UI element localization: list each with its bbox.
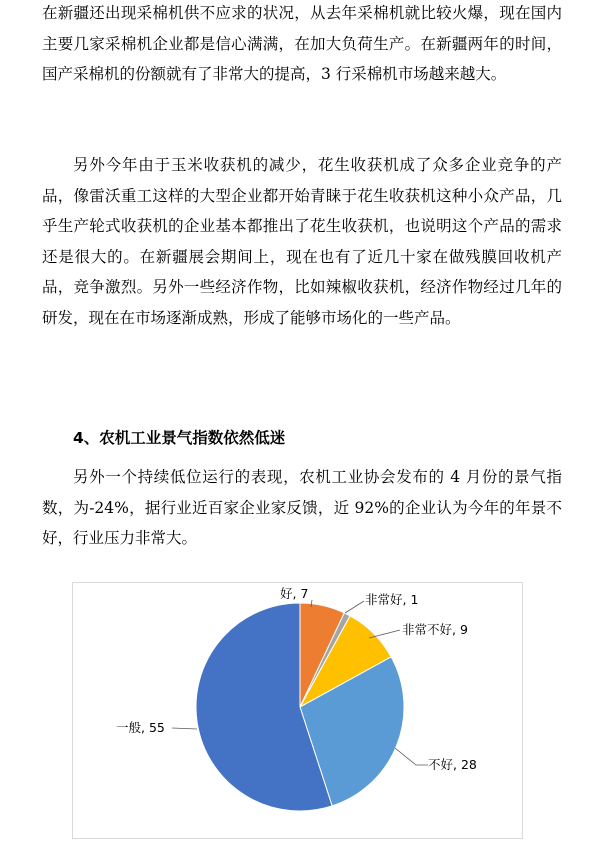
- section-heading: 4、农机工业景气指数依然低迷: [73, 429, 286, 447]
- leader-line-3: [395, 748, 428, 765]
- leader-line-4: [172, 728, 197, 729]
- leader-line-1: [345, 601, 364, 613]
- data-label-2: 非常不好, 9: [402, 622, 468, 637]
- paragraph-2: 另外今年由于玉米收获机的减少，花生收获机成了众多企业竞争的产品，像雷沃重工这样的大型企业都开始青睐于花生收获机这种小众产品，几乎生产轮式收获机的企业基本都推出了花生收获机，也说明这个产品的需求还是很大的。在新疆展会期间上，现在也有了近几十家在做残膜回收机产品，竞争激烈。另外一些经济作物，比如辣椒收获机，经济作物经过几年的研发，现在在市场逐渐成熟，形成了能够市场化的一些产品。: [42, 156, 562, 327]
- data-label-1: 非常好, 1: [365, 592, 419, 607]
- pie-chart-frame: [72, 582, 523, 839]
- data-label-0: 好, 7: [280, 586, 309, 601]
- data-label-3: 不好, 28: [428, 757, 477, 772]
- paragraph-1: 在新疆还出现采棉机供不应求的状况，从去年采棉机就比较火爆，现在国内主要几家采棉机企业都是信心满满，在加大负荷生产。在新疆两年的时间，国产采棉机的份额就有了非常大的提高，3 行采棉机市场越来越大。: [42, 4, 562, 83]
- paragraph-3: 另外一个持续低位运行的表现，农机工业协会发布的 4 月份的景气指数，为-24%，据行业近百家企业家反馈，近 92%的企业认为今年的年景不好，行业压力非常大。: [42, 468, 562, 547]
- data-label-4: 一般, 55: [116, 720, 165, 735]
- pie-chart: [73, 583, 524, 840]
